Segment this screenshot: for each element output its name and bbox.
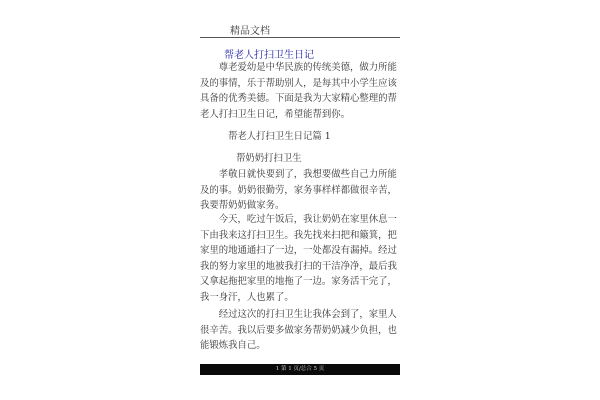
article-title: 帮老人打扫卫生日记 <box>224 50 314 61</box>
page-number: 1 第 1 页/总合 5 页 <box>275 366 325 372</box>
body-paragraph-2: 今天，吃过午饭后，我让奶奶在家里休息一下由我来这打扫卫生。我先找来扫把和簸箕，把家里的地通通扫了一边，一处都没有漏掉。经过我的努力家里的地被我打扫的干洁净净，最后我又拿起拖把家里的地拖了一边。家务活干完了，我一身汗，人也累了。 <box>200 214 397 303</box>
intro-paragraph: 尊老爱幼是中华民族的传统美德，做力所能及的事情，乐于帮助别人，是每其中小学生应该具备的优秀美德。下面是我为大家精心整理的帮老人打扫卫生日记，希望能帮到你。 <box>200 62 397 120</box>
section-subtitle: 帮奶奶打扫卫生 <box>236 153 302 164</box>
document-page <box>200 0 400 400</box>
header-label: 精品文档 <box>230 26 270 37</box>
section-heading: 帮老人打扫卫生日记篇 1 <box>228 131 331 142</box>
footer-bar <box>200 364 400 375</box>
body-paragraph-1: 孝敬日就快要到了，我想要做些自己力所能及的事。奶奶很勤劳，家务事样样都做很辛苦，我要帮奶奶做家务。 <box>200 169 397 211</box>
header-divider <box>200 37 400 38</box>
body-paragraph-3: 经过这次的打扫卫生让我体会到了，家里人很辛苦。我以后要多做家务帮奶奶减少负担，也能锻炼我自己。 <box>200 309 397 351</box>
